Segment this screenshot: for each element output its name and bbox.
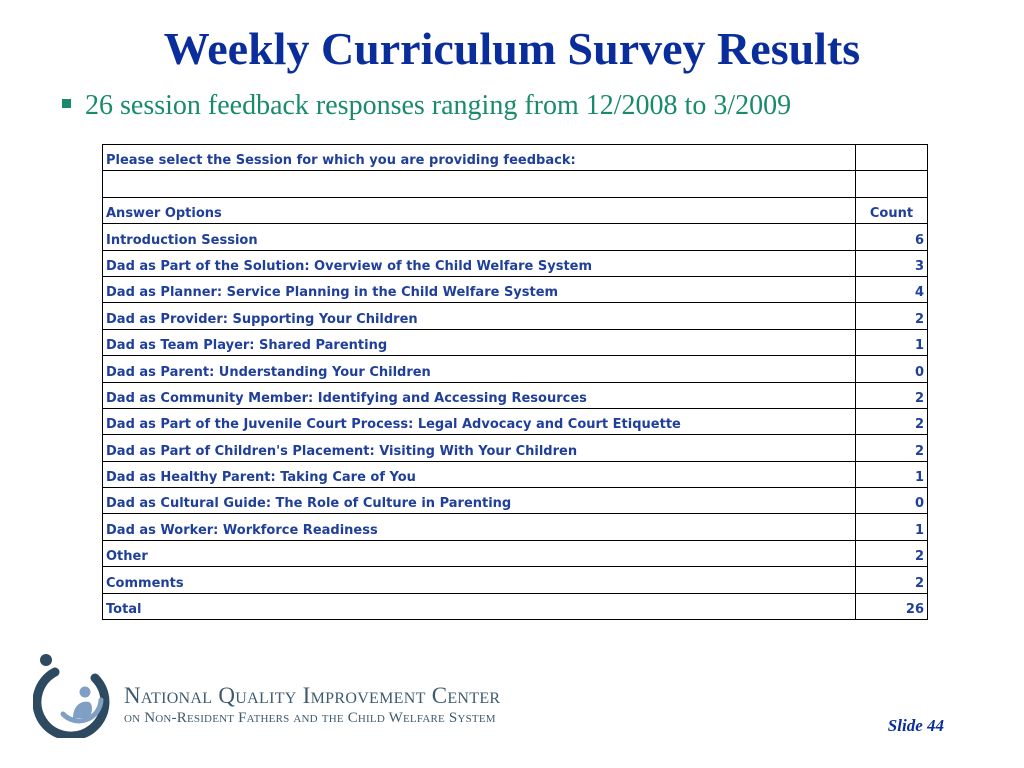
table-row [103, 488, 928, 514]
empty-cell [103, 171, 856, 197]
answer-option-cell: Dad as Parent: Understanding Your Children [103, 356, 856, 382]
count-cell: 2 [856, 382, 928, 408]
blank-row [103, 171, 928, 197]
table-row [103, 408, 928, 434]
answer-option-cell: Dad as Part of the Juvenile Court Process: Legal Advocacy and Court Etiquette [103, 408, 856, 434]
table-row [103, 461, 928, 487]
count-cell: 2 [856, 567, 928, 593]
answer-option-cell: Dad as Community Member: Identifying and Accessing Resources [103, 382, 856, 408]
table-row [103, 514, 928, 540]
table-row [103, 382, 928, 408]
count-header: Count [856, 197, 928, 223]
count-cell: 2 [856, 303, 928, 329]
answer-option-cell: Dad as Part of the Solution: Overview of the Child Welfare System [103, 250, 856, 276]
count-cell: 1 [856, 461, 928, 487]
answer-options-header: Answer Options [103, 197, 856, 223]
answer-option-cell: Dad as Cultural Guide: The Role of Culture in Parenting [103, 488, 856, 514]
count-cell: 1 [856, 514, 928, 540]
answer-option-cell: Other [103, 540, 856, 566]
question-cell: Please select the Session for which you are providing feedback: [103, 145, 856, 171]
org-name-line2: on Non-Resident Fathers and the Child Welfare System [124, 710, 496, 726]
count-cell: 2 [856, 540, 928, 566]
table-row [103, 250, 928, 276]
bullet-point [62, 90, 791, 122]
count-cell: 26 [856, 593, 928, 619]
answer-option-cell: Total [103, 593, 856, 619]
nqic-logo-icon [33, 648, 113, 738]
table-row [103, 329, 928, 355]
answer-option-cell: Introduction Session [103, 224, 856, 250]
slide-number: Slide 44 [887, 716, 944, 735]
count-cell: 1 [856, 329, 928, 355]
table-row [103, 224, 928, 250]
empty-cell [856, 171, 928, 197]
count-cell: 2 [856, 408, 928, 434]
org-name-line1: National Quality Improvement Center [124, 683, 501, 708]
empty-cell [856, 145, 928, 171]
table-row [103, 567, 928, 593]
survey-results-table [102, 144, 928, 620]
table-row [103, 356, 928, 382]
count-cell: 2 [856, 435, 928, 461]
table-row [103, 540, 928, 566]
count-cell: 0 [856, 488, 928, 514]
count-cell: 3 [856, 250, 928, 276]
square-bullet-icon [62, 99, 71, 108]
table-row [103, 276, 928, 302]
table-row [103, 303, 928, 329]
answer-option-cell: Comments [103, 567, 856, 593]
answer-option-cell: Dad as Healthy Parent: Taking Care of You [103, 461, 856, 487]
header-row [103, 197, 928, 223]
count-cell: 4 [856, 276, 928, 302]
slide-title: Weekly Curriculum Survey Results [163, 23, 861, 74]
answer-option-cell: Dad as Planner: Service Planning in the Child Welfare System [103, 276, 856, 302]
answer-option-cell: Dad as Part of Children's Placement: Visiting With Your Children [103, 435, 856, 461]
count-cell: 6 [856, 224, 928, 250]
question-row [103, 145, 928, 171]
bullet-text: 26 session feedback responses ranging from 12/2008 to 3/2009 [85, 90, 792, 121]
table-row [103, 435, 928, 461]
answer-option-cell: Dad as Team Player: Shared Parenting [103, 329, 856, 355]
answer-option-cell: Dad as Provider: Supporting Your Children [103, 303, 856, 329]
table-row [103, 593, 928, 619]
answer-option-cell: Dad as Worker: Workforce Readiness [103, 514, 856, 540]
count-cell: 0 [856, 356, 928, 382]
